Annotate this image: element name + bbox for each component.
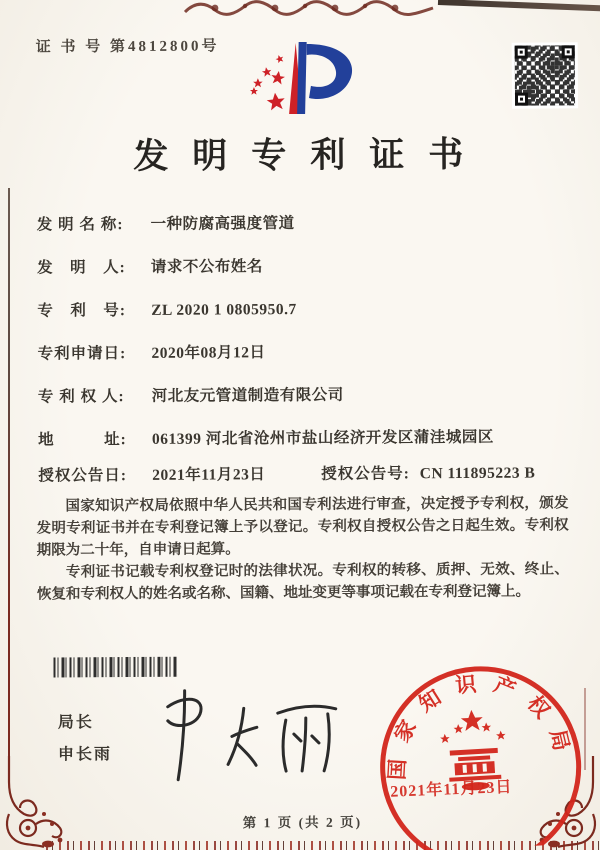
field-row-address bbox=[38, 424, 578, 449]
legal-text-paragraph: 国家知识产权局依照中华人民共和国专利法进行审查，决定授予专利权，颁发发明专利证书并在专利登记簿上予以登记。专利权自授权公告之日起生效。专利权期限为二十年，自申请日起算。 bbox=[36, 495, 569, 559]
field-label: 地 址: bbox=[38, 431, 127, 449]
director-name: 申长雨 bbox=[57, 746, 113, 764]
barcode bbox=[53, 657, 177, 678]
field-label: 专 利 权 人: bbox=[37, 388, 125, 406]
field-row-inventor bbox=[37, 252, 577, 277]
field-row-grant-date bbox=[38, 460, 578, 485]
field-value: 河北友元管道制造有限公司 bbox=[151, 386, 344, 405]
field-row-patentee bbox=[38, 381, 578, 406]
page-footer: 第 1 页 (共 2 页) bbox=[242, 814, 363, 831]
grant-number-label: 授权公告号: bbox=[321, 465, 410, 483]
field-label: 专 利 号: bbox=[37, 302, 127, 320]
field-row-filing-date bbox=[37, 338, 577, 363]
qr-code bbox=[512, 42, 578, 108]
qr-finder-icon bbox=[562, 45, 575, 58]
seal-date-stamp: 2021年11月23日 bbox=[390, 778, 513, 801]
field-label: 专利申请日: bbox=[37, 345, 127, 363]
qr-finder-icon bbox=[515, 46, 528, 59]
cnipa-logo-icon bbox=[241, 33, 402, 126]
seal-text: 国家知识产权局 bbox=[384, 670, 578, 781]
page-title: 发明专利证书 bbox=[133, 134, 488, 177]
field-value: 一种防腐高强度管道 bbox=[150, 215, 295, 233]
legal-text bbox=[36, 492, 569, 605]
director-title: 局长 bbox=[57, 714, 94, 732]
certificate-number: 证 书 号 第4812800号 bbox=[35, 38, 220, 56]
field-value: 061399 河北省沧州市盐山经济开发区蒲洼城园区 bbox=[151, 428, 494, 448]
field-label: 发 明 人: bbox=[36, 259, 126, 277]
field-label: 发 明 名 称: bbox=[36, 216, 124, 234]
signature bbox=[140, 686, 351, 787]
field-row-invention-name bbox=[37, 209, 577, 234]
grant-number-value: CN 111895223 B bbox=[419, 464, 536, 483]
field-label: 授权公告日: bbox=[38, 467, 128, 485]
field-row-patent-number bbox=[37, 295, 577, 320]
qr-finder-icon bbox=[515, 93, 528, 106]
field-value: 请求不公布姓名 bbox=[150, 258, 263, 276]
field-value: ZL 2020 1 0805950.7 bbox=[151, 301, 297, 319]
field-value: 2020年08月12日 bbox=[151, 344, 266, 362]
field-value: 2021年11月23日 bbox=[152, 466, 266, 484]
legal-text-paragraph: 专利证书记载专利权登记时的法律状况。专利权的转移、质押、无效、终止、恢复和专利权人的姓名或名称、国籍、地址变更等事项记载在专利登记簿上。 bbox=[36, 561, 569, 603]
